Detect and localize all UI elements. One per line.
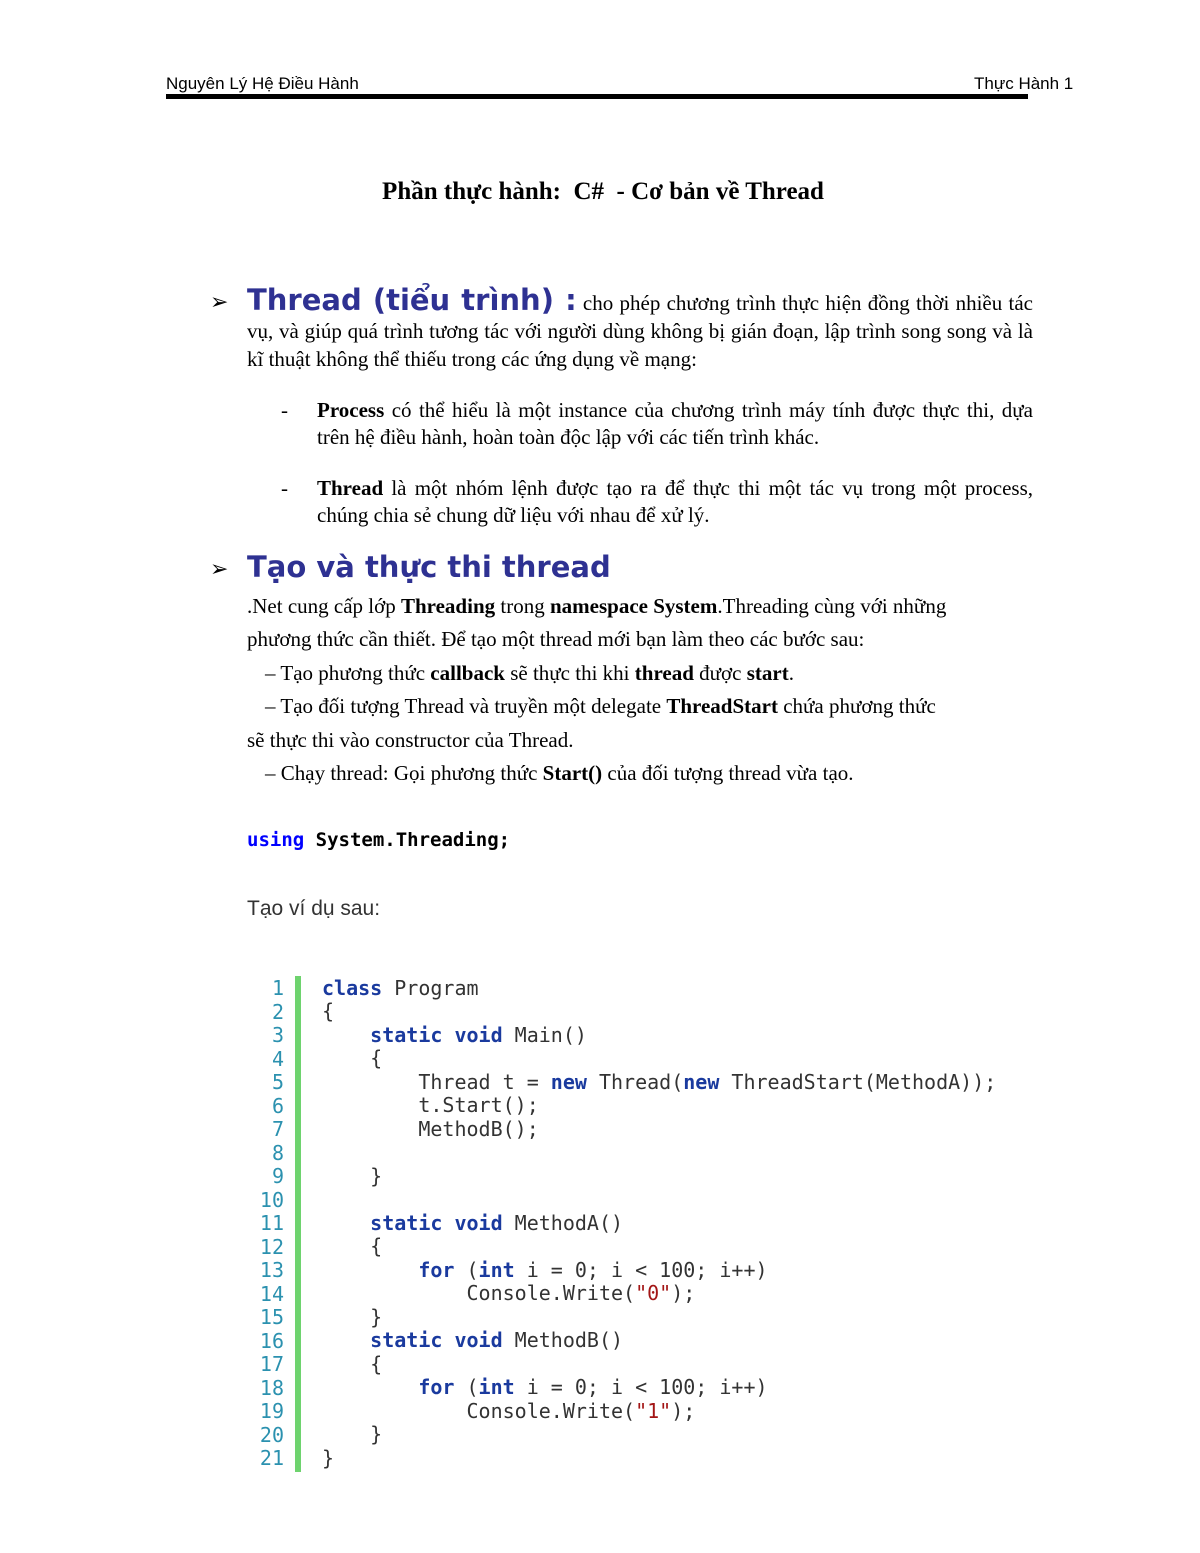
thread-text: là một nhóm lệnh được tạo ra để thực thi một tác vụ trong một process, chúng chia sẻ chung dữ liệu với nhau để xử lý.	[317, 476, 1033, 527]
code-line: t.Start();	[322, 1093, 539, 1117]
code-line: {	[322, 1352, 383, 1376]
code-line: for (int i = 0; i < 100; i++)	[418, 1375, 768, 1399]
code-line: {	[322, 999, 335, 1023]
step-text: – Chạy thread: Gọi phương thức	[265, 761, 543, 785]
step-text: – Tạo đối tượng Thread và truyền một delegate	[265, 694, 667, 718]
intro-text: .Net cung cấp lớp	[247, 594, 401, 618]
line-number: 10	[259, 1187, 284, 1212]
line-number: 1	[271, 976, 284, 1000]
code-gutter-bar	[295, 976, 301, 1472]
step-2-cont: sẽ thực thi vào constructor của Thread.	[247, 728, 574, 752]
step-text: chứa phương thức	[777, 694, 936, 718]
line-number: 19	[259, 1399, 284, 1423]
code-line: static void MethodA()	[370, 1211, 624, 1235]
code-line: static void MethodB()	[370, 1328, 624, 1352]
header-rule	[166, 94, 1028, 99]
step-bold: start	[746, 661, 789, 685]
code-line: }	[322, 1422, 383, 1446]
code-line: class Program	[322, 976, 479, 1000]
line-number: 13	[259, 1258, 284, 1282]
line-number: 16	[259, 1328, 284, 1353]
code-line: Console.Write("1");	[322, 1399, 696, 1423]
intro-text: trong	[495, 594, 550, 618]
arrow-bullet-icon: ➢	[210, 290, 229, 315]
code-line: {	[322, 1046, 383, 1070]
line-number: 4	[271, 1046, 284, 1071]
section2-intro	[247, 594, 946, 619]
section1-text: cho phép chương trình thực hiện đồng thời nhiều tác vụ, và giúp quá trình tương tác với người dùng không bị gián đoạn, lập trình song song và là kĩ thuật không thể thiếu trong các ứng dụng về mạng:	[247, 291, 1033, 371]
page-title: Phần thực hành: C# - Cơ bản về Thread	[382, 178, 824, 205]
code-line: MethodB();	[322, 1117, 539, 1141]
example-label: Tạo ví dụ sau:	[247, 897, 381, 920]
code-line: {	[322, 1234, 383, 1258]
dash-bullet: -	[281, 476, 288, 500]
step-1	[265, 661, 794, 686]
code-line: }	[322, 1305, 383, 1329]
thread-term: Thread	[317, 476, 384, 500]
line-number: 2	[271, 999, 284, 1024]
header-left: Nguyên Lý Hệ Điều Hành	[166, 74, 359, 93]
step-text: của đối tượng thread vừa tạo.	[602, 761, 854, 785]
step-bold: ThreadStart	[666, 694, 778, 718]
line-number: 20	[259, 1422, 284, 1447]
intro-threading: Threading	[400, 594, 496, 618]
line-number: 3	[271, 1023, 284, 1047]
step-2	[265, 694, 936, 719]
code-line: static void Main()	[370, 1023, 587, 1047]
section1-paragraph	[247, 283, 1033, 373]
line-number: 8	[271, 1140, 284, 1165]
code-line: Console.Write("0");	[322, 1281, 696, 1305]
line-number: 12	[259, 1234, 284, 1259]
using-namespace: System.Threading;	[304, 829, 511, 851]
intro-text: .Threading cùng với những	[717, 594, 947, 618]
using-keyword: using	[247, 829, 305, 851]
line-number: 21	[259, 1446, 284, 1470]
step-bold: Start()	[542, 761, 603, 785]
thread-item	[317, 475, 1033, 529]
section1-heading: Thread (tiểu trình) :	[247, 283, 577, 317]
line-number: 7	[271, 1117, 284, 1141]
line-number: 14	[259, 1281, 284, 1306]
step-bold: thread	[634, 661, 694, 685]
process-item	[317, 397, 1033, 451]
code-line: }	[322, 1446, 335, 1470]
line-number: 17	[259, 1352, 284, 1376]
process-text: có thể hiểu là một instance của chương trình máy tính được thực thi, dựa trên hệ điều hành, hoàn toàn độc lập với các tiến trình khác.	[317, 398, 1033, 449]
section2-intro2: phương thức cần thiết. Để tạo một thread mới bạn làm theo các bước sau:	[247, 627, 865, 651]
code-line: for (int i = 0; i < 100; i++)	[418, 1258, 768, 1282]
code-line: Thread t = new Thread(new ThreadStart(MethodA));	[322, 1070, 997, 1094]
step-text: sẽ thực thi khi	[504, 661, 635, 685]
process-term: Process	[317, 398, 385, 422]
line-number: 15	[259, 1305, 284, 1329]
step-3	[265, 761, 854, 786]
code-line: }	[322, 1164, 383, 1188]
line-number: 5	[271, 1070, 284, 1094]
intro-namespace: namespace System	[549, 594, 718, 618]
step-text: – Tạo phương thức	[265, 661, 431, 685]
using-statement	[247, 829, 510, 851]
header-right: Thực Hành 1	[974, 74, 1074, 93]
step-bold: callback	[430, 661, 505, 685]
step-text: được	[693, 661, 747, 685]
dash-bullet: -	[281, 398, 288, 422]
line-number: 9	[271, 1164, 284, 1188]
line-number: 11	[259, 1211, 284, 1235]
step-text: .	[788, 661, 794, 685]
line-number: 18	[259, 1375, 284, 1400]
line-number: 6	[271, 1093, 284, 1118]
arrow-bullet-icon: ➢	[210, 557, 229, 582]
section2-heading: Tạo và thực thi thread	[247, 550, 611, 584]
